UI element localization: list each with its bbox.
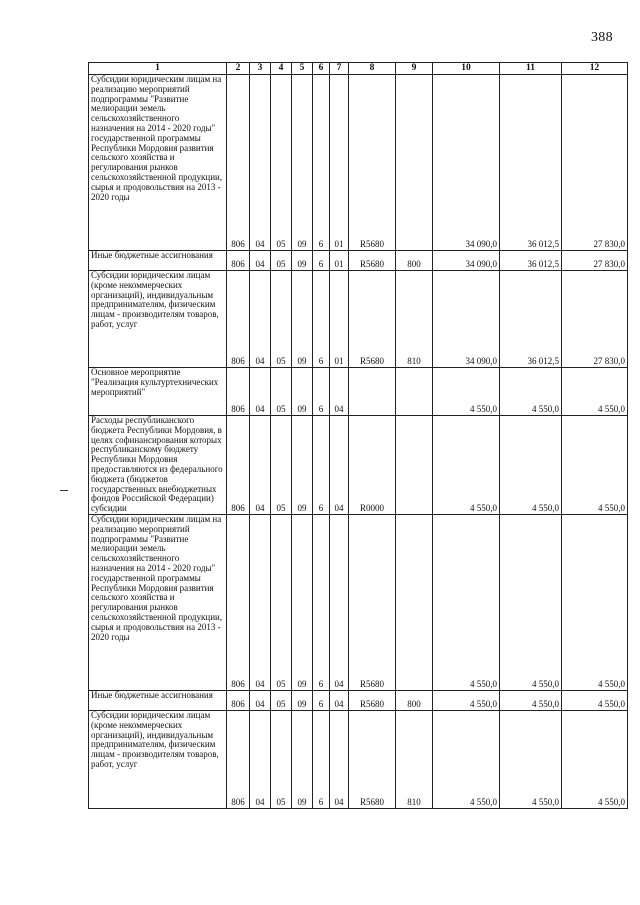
cell-amount-col12: 27 830,0 [562,271,628,368]
cell-target-code: R5680 [349,514,396,690]
cell-target-code [349,368,396,416]
column-header: 11 [500,63,562,75]
cell-amount-col10: 34 090,0 [433,251,500,271]
cell-subprogram: 6 [313,690,330,710]
column-header: 2 [227,63,250,75]
cell-amount-col11: 4 550,0 [500,690,562,710]
cell-subsection: 05 [271,368,292,416]
cell-expense-type: 810 [396,271,433,368]
cell-program: 09 [292,690,313,710]
cell-expense-type [396,75,433,251]
column-header: 3 [250,63,271,75]
cell-subprogram: 6 [313,416,330,515]
cell-ministry-code: 806 [227,271,250,368]
cell-amount-col10: 4 550,0 [433,514,500,690]
column-header: 5 [292,63,313,75]
cell-target-code: R0000 [349,416,396,515]
cell-section: 04 [250,416,271,515]
column-header: 4 [271,63,292,75]
cell-subprogram: 6 [313,710,330,808]
cell-amount-col12: 27 830,0 [562,251,628,271]
table-row [89,368,628,416]
cell-amount-col12: 4 550,0 [562,514,628,690]
cell-amount-col12: 27 830,0 [562,75,628,251]
cell-subprogram: 6 [313,75,330,251]
cell-target-code: R5680 [349,251,396,271]
cell-activity: 04 [330,416,349,515]
cell-amount-col10: 4 550,0 [433,710,500,808]
cell-amount-col10: 34 090,0 [433,271,500,368]
cell-expense-type [396,514,433,690]
cell-amount-col11: 36 012,5 [500,75,562,251]
cell-amount-col10: 34 090,0 [433,75,500,251]
cell-subsection: 05 [271,710,292,808]
cell-section: 04 [250,710,271,808]
cell-amount-col12: 4 550,0 [562,710,628,808]
cell-subsection: 05 [271,251,292,271]
cell-ministry-code: 806 [227,251,250,271]
cell-subprogram: 6 [313,368,330,416]
column-header: 9 [396,63,433,75]
cell-subprogram: 6 [313,271,330,368]
cell-section: 04 [250,368,271,416]
cell-program: 09 [292,271,313,368]
cell-section: 04 [250,690,271,710]
cell-amount-col11: 4 550,0 [500,710,562,808]
cell-ministry-code: 806 [227,416,250,515]
cell-ministry-code: 806 [227,514,250,690]
cell-activity: 01 [330,75,349,251]
row-name: Иные бюджетные ассигнования [89,251,227,271]
row-name: Субсидии юридическим лицам на реализацию мероприятий подпрограммы "Развитие мелиорации земель сельскохозяйственного назначения на 2014 - 2020 годы" государственной программы Республики Мордовия развития сельского хозяйства и регулирования рынков сельскохозяйственной продукции, сырья и продовольствия на 2013 - 2020 годы [89,514,227,690]
cell-expense-type: 800 [396,251,433,271]
cell-amount-col11: 4 550,0 [500,514,562,690]
cell-program: 09 [292,514,313,690]
cell-amount-col12: 4 550,0 [562,416,628,515]
cell-activity: 04 [330,514,349,690]
cell-program: 09 [292,710,313,808]
page-number: 388 [591,30,613,45]
cell-program: 09 [292,251,313,271]
cell-activity: 01 [330,271,349,368]
cell-ministry-code: 806 [227,368,250,416]
cell-ministry-code: 806 [227,690,250,710]
table-row [89,251,628,271]
cell-subsection: 05 [271,271,292,368]
table-row [89,690,628,710]
row-name: Основное мероприятие "Реализация культуртехнических мероприятий" [89,368,227,416]
cell-subsection: 05 [271,514,292,690]
cell-expense-type [396,416,433,515]
cell-section: 04 [250,271,271,368]
cell-ministry-code: 806 [227,710,250,808]
row-name: Субсидии юридическим лицам (кроме некоммерческих организаций), индивидуальным предпринимателям, физическим лицам - производителям товаров, работ, услуг [89,710,227,808]
row-name: Расходы республиканского бюджета Республики Мордовия, в целях софинансирования которых республиканскому бюджету Республики Мордовия предоставляются из федерального бюджета (бюджетов государственных внебюджетных фондов Российской Федерации) субсидии [89,416,227,515]
cell-activity: 01 [330,251,349,271]
cell-amount-col11: 4 550,0 [500,368,562,416]
cell-program: 09 [292,416,313,515]
cell-subprogram: 6 [313,251,330,271]
table-row [89,514,628,690]
cell-amount-col11: 4 550,0 [500,416,562,515]
cell-target-code: R5680 [349,710,396,808]
row-name: Субсидии юридическим лицам (кроме некоммерческих организаций), индивидуальным предпринимателям, физическим лицам - производителям товаров, работ, услуг [89,271,227,368]
table-row [89,710,628,808]
cell-target-code: R5680 [349,75,396,251]
row-name: Субсидии юридическим лицам на реализацию мероприятий подпрограммы "Развитие мелиорации земель сельскохозяйственного назначения на 2014 - 2020 годы" государственной программы Республики Мордовия развития сельского хозяйства и регулирования рынков сельскохозяйственной продукции, сырья и продовольствия на 2013 - 2020 годы [89,75,227,251]
row-name: Иные бюджетные ассигнования [89,690,227,710]
cell-subsection: 05 [271,75,292,251]
cell-subprogram: 6 [313,514,330,690]
table-row [89,416,628,515]
cell-subsection: 05 [271,416,292,515]
column-header: 6 [313,63,330,75]
cell-amount-col10: 4 550,0 [433,690,500,710]
cell-expense-type [396,368,433,416]
cell-amount-col11: 36 012,5 [500,271,562,368]
cell-expense-type: 800 [396,690,433,710]
budget-table [88,62,628,809]
table-row [89,271,628,368]
cell-section: 04 [250,251,271,271]
column-header: 8 [349,63,396,75]
cell-activity: 04 [330,690,349,710]
cell-section: 04 [250,514,271,690]
cell-ministry-code: 806 [227,75,250,251]
cell-amount-col11: 36 012,5 [500,251,562,271]
cell-amount-col10: 4 550,0 [433,368,500,416]
table-row [89,75,628,251]
header-row [89,63,628,75]
cell-target-code: R5680 [349,690,396,710]
column-header: 10 [433,63,500,75]
cell-program: 09 [292,75,313,251]
cell-target-code: R5680 [349,271,396,368]
column-header: 7 [330,63,349,75]
cell-expense-type: 810 [396,710,433,808]
cell-section: 04 [250,75,271,251]
cell-amount-col12: 4 550,0 [562,690,628,710]
cell-amount-col12: 4 550,0 [562,368,628,416]
cell-activity: 04 [330,710,349,808]
column-header: 12 [562,63,628,75]
cell-activity: 04 [330,368,349,416]
cell-subsection: 05 [271,690,292,710]
cell-program: 09 [292,368,313,416]
margin-mark [60,490,68,491]
cell-amount-col10: 4 550,0 [433,416,500,515]
column-header: 1 [89,63,227,75]
